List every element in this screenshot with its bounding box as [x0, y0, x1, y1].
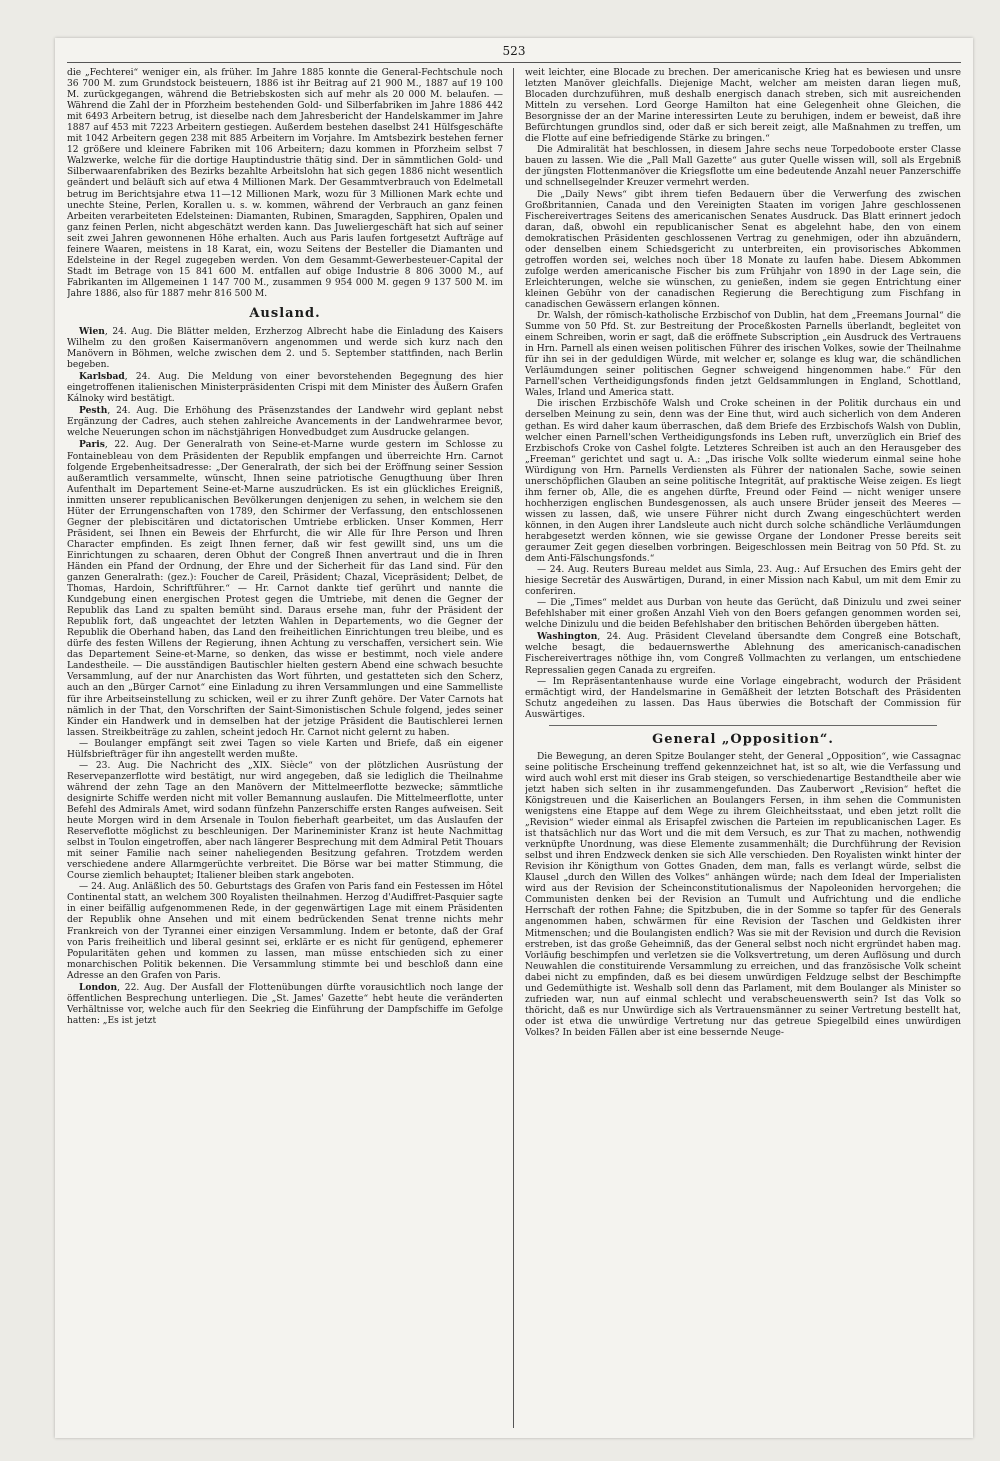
left-dispatches [67, 326, 503, 1027]
paragraph-text: , 24. Aug. Präsident Cleveland übersandte dem Congreß eine Botschaft, welche besagt, die bedauernswerthe Ablehnung des americanisch-canadischen Fischereivertrages nöthige ihn, vom Congreß Vollmachten zu verlangen, um entschiedene Repressalien gegen Canada zu ergreifen. [525, 632, 961, 676]
page-number: 523 [502, 44, 526, 58]
header-rule [67, 62, 961, 63]
section-rule [549, 725, 937, 726]
article-paragraph [525, 598, 961, 631]
article-paragraph [525, 631, 961, 676]
article-paragraph [525, 565, 961, 598]
section-title-opposition: General „Opposition“. [652, 731, 834, 747]
article-paragraph [67, 739, 503, 761]
article-paragraph [525, 68, 961, 145]
article-paragraph: Die Bewegung, an deren Spitze Boulanger steht, der General „Opposition“, wie Cassagnac seine politische Erscheinung treffend gekennzeichnet hat, ist so alt, wie die Verfassung und wird auch wohl erst mit dieser ins Grab steigen, so verschiedenartige Bestandtheile aber wie jetzt haben sich selten in ihr zusammengefunden. Das Zauberwort „Revision“ heftet die Königstreuen und die Kaiserlichen an Boulangers Fersen, in ihm sehen die Communisten wenigstens eine Etappe auf dem Wege zu ihrem Gleichheitsstaat, und eben jetzt rollt die „Revision“ wieder einmal als Erisapfel zwischen die Parteien im republicanischen Lager. Es ist thatsächlich nur das Wort und die mit dem Versuch, es zur That zu machen, nothwendig verknüpfte Unordnung, was diese Elemente zusammenhält; die Durchführung der Revision selbst und ihren Endzweck denken sie sich Alle verschieden. Den Royalisten winkt hinter der Revision ihr Königthum von Gottes Gnaden, dem man, falls es verlangt würde, selbst die Klausel „durch den Willen des Volkes“ anhängen würde; nach dem Ideal der Imperialisten wird aus der Revision der Scheinconstitutionalismus der Napoleoniden hervorgehen; die Communisten denken bei der Revision an Tumult und Aufrichtung und die endliche Herrschaft der rothen Fahne; die Spitzbuben, die in der Somme so tapfer für des Generals angenommen haben, schwärmen für eine Revision der Taschen und Geldkisten ihrer Mitmenschen; und die Boulangisten endlich? Was sie mit der Revision und durch die Revision erstreben, ist das große Geheimniß, das der General selbst noch nicht ergründet haben mag. Vorläufig beschimpfen und verletzen sie die Volksvertretung, um deren Auflösung und durch Neuwahlen die constituirende Versammlung zu erreichen, und das französische Volk scheint dabei nicht zu empfinden, daß es bei diesem unwürdigen Feldzuge selbst der Beschimpfte und Gedemüthigte ist. Weshalb soll denn das Parlament, mit dem Boulanger als Minister so zufrieden war, nun auf einmal schlecht und verabscheuenswerth sein? Ist das Volk so thöricht, daß es nur Unwürdige sich als Vertrauensmänner zu seiner Vertretung bestellt hat, oder ist etwa die unwürdige Vertretung nur das getreue Spiegelbild eines unwürdigen Volkes? In beiden Fällen aber ist eine bessernde Neuge- [525, 751, 961, 1038]
dateline: London [79, 981, 118, 993]
dateline: Washington [537, 631, 598, 643]
paragraph-text: — 24. Aug. Reuters Bureau meldet aus Simla, 23. Aug.: Auf Ersuchen des Emirs geht der hiesige Secretär des Auswärtigen, Durand, in einer Mission nach Kabul, um mit dem Emir zu conferiren. [525, 565, 961, 598]
paragraph-text: — 24. Aug. Anläßlich des 50. Geburtstags des Grafen von Paris fand ein Festessen im Hôtel Continental statt, an welchem 300 Royalisten theilnahmen. Herzog d'Audiffret-Pasquier sagte in einer beifällig aufgenommenen Rede, in der gegenwärtigen Lage mit einem Präsidenten der Republik ohne Ansehen und mit einem bedrückenden Senat trenne nichts mehr Frankreich von der Tyrannei einer einzigen Versammlung. Indem er betonte, daß der Graf von Paris freiheitlich und liberal gesinnt sei, erklärte er es nicht für genügend, ephemerer Popularitäten gehen und kommen zu lassen, man müsse entschieden sich zu einer monarchischen Politik bekennen. Die Versammlung stimmte bei und beschloß dann eine Adresse an den Grafen von Paris. [67, 882, 503, 981]
article-paragraph: die „Fechterei“ weniger ein, als früher. Im Jahre 1885 konnte die General-Fechtschule noch 36 700 M. zum Grundstock beisteuern, 1886 ist ihr Beitrag auf 21 900 M., 1887 auf 19 100 M. zurückgegangen, während die Betriebskosten sich auf mehr als 20 000 M. belaufen. — Während die Zahl der in Pforzheim bestehenden Gold- und Silberfabriken im Jahre 1886 442 mit 6493 Arbeitern betrug, ist dieselbe nach dem Jahresbericht der Handelskammer im Jahre 1887 auf 453 mit 7223 Arbeitern gestiegen. Außerdem bestehen daselbst 241 Hülfsgeschäfte mit 1042 Arbeitern gegen 238 mit 885 Arbeitern im Vorjahre. Im Amtsbezirk bestehen ferner 12 größere und kleinere Fabriken mit 106 Arbeitern; dazu kommen in Pforzheim selbst 7 Walzwerke, welche für die dortige Hauptindustrie thätig sind. Der in sämmtlichen Gold- und Silberwaarenfabriken des Bezirks bezahlte Arbeitslohn hat sich gegen 1886 nicht wesentlich geändert und beläuft sich auf etwa 4 Millionen Mark. Der Gesammtverbrauch von Edelmetall betrug im Berichtsjahre etwa 11—12 Millionen Mark, wozu für 3 Millionen Mark echte und unechte Steine, Perlen, Korallen u. s. w. kommen, während der Verbrauch an ganz feinen Arbeiten verarbeiteten Edelsteinen: Diamanten, Rubinen, Smaragden, Sapphiren, Opalen und ganz feinen Perlen, nicht abgeschätzt werden kann. Das Juweliergeschäft hat sich auf seiner seit zwei Jahren gewonnenen Höhe erhalten. Auch aus Paris laufen fortgesetzt Aufträge auf feinere Waaren, meistens in 18 Karat, ein, wozu Seitens der Besteller die Diamanten und Edelsteine in der Regel zugegeben werden. Von dem Gesammt-Gewerbesteuer-Capital der Stadt im Betrage von 15 841 600 M. entfallen auf obige Industrie 8 806 3000 M., auf Fabrikanten im Allgemeinen 1 147 700 M., zusammen 9 954 000 M. gegen 9 137 500 M. im Jahre 1886, also für 1887 mehr 816 500 M. [67, 68, 503, 299]
article-paragraph [525, 311, 961, 399]
paragraph-text: Die irischen Erzbischöfe Walsh und Croke scheinen in der Politik durchaus ein und derselben Meinung zu sein, denn was der Eine thut, wird auch sicherlich von dem Anderen gethan. Es wird daher kaum überraschen, daß dem Briefe des Erzbischofs Walsh von Dublin, welcher einen Parnell'schen Vertheidigungsfonds ins Leben ruft, unverzüglich ein Brief des Erzbischofs Croke von Cashel folgte. Letzteres Schreiben ist auch an den Herausgeber des „Freeman“ gerichtet und sagt u. A.: „Das irische Volk sollte wiederum einmal seine hohe Würdigung von Hrn. Parnells Verdiensten als Führer der nationalen Sache, sowie seinen unerschöpflichen Glauben an seine politische Integrität, auf praktische Weise zeigen. Es liegt ihm ferner ob, Alle, die es angehen dürfte, Freund oder Feind — nicht weniger unsere hochherzigen englischen Bundesgenossen, als auch unsere Brüder jenseit des Meeres — wissen zu lassen, daß, wie unsere Führer nicht durch Zwang eingeschüchtert werden können, in den Augen ihrer Landsleute auch nicht durch solche schändliche Verläumdungen herabgesetzt werden können, wie sie gewisse Organe der Londoner Presse bereits seit geraumer Zeit gegen dieselben vorbringen. Beigeschlossen mein Beitrag von 50 Pfd. St. zu dem Anti-Fälschungsfonds.“ [525, 399, 961, 565]
article-paragraph [67, 405, 503, 439]
paragraph-text: — Die „Times“ meldet aus Durban von heute das Gerücht, daß Dinizulu und zwei seiner Befehlshaber mit einer großen Anzahl Vieh von den Boers gefangen genommen worden sei, welche Dinizulu und die beiden Befehlshaber den britischen Behörden übergeben hätten. [525, 598, 961, 631]
paragraph-text: — 23. Aug. Die Nachricht des „XIX. Siècle“ von der plötzlichen Ausrüstung der Reservepanzerflotte wird bestätigt, nur wird angegeben, daß sie lediglich die Theilnahme während der zehn Tage an den Manövern der Mittelmeerflotte bezwecke; sämmtliche designirte Schiffe werden nicht mit voller Bemannung auslaufen. Die Mittelmeerflotte, unter Befehl des Admirals Amet, wird sodann fünfzehn Panzerschiffe ersten Ranges aufweisen. Seit heute Morgen wird in dem Arsenale in Toulon fieberhaft gearbeitet, um das Auslaufen der Reserveflotte möglichst zu beschleunigen. Der Marineminister Kranz ist heute Nachmittag selbst in Toulon eingetroffen, aber nach längerer Besprechung mit dem Admiral Petit Thouars mit seiner Familie nach seiner naheliegenden Besitzung gefahren. Trotzdem werden verschiedene andere Allarmgerüchte verbreitet. Die Börse war bei matter Stimmung, die Course ziemlich behauptet; Italiener bleiben stark angeboten. [67, 760, 503, 882]
article-paragraph [525, 677, 961, 721]
article-paragraph [525, 399, 961, 565]
article-paragraph [67, 982, 503, 1027]
article-paragraph [525, 145, 961, 189]
paragraph-text: Die „Daily News“ gibt ihrem tiefen Bedauern über die Verwerfung des zwischen Großbritannien, Canada und den Vereinigten Staaten im vorigen Jahre geschlossenen Fischereivertrages Seitens des americanischen Senates Ausdruck. Das Blatt erinnert jedoch daran, daß, obwohl ein republicanischer Senat es abgelehnt habe, den von einem demokratischen Präsidenten geschlossenen Vertrag zu genehmigen, oder ihn abzuändern, oder denselben einem Schiedsgericht zu unterbreiten, ein provisorisches Abkommen getroffen worden sei, welches noch über 18 Monate zu laufen habe. Diesem Abkommen zufolge werden americanische Fischer bis zum Frühjahr von 1890 in der Lage sein, die Erleichterungen, welche sie wünschen, zu genießen, indem sie gegen Entrichtung einer kleinen Gebühr von der canadischen Regierung die Berechtigung zum Fischfang in canadischen Gewässern erlangen können. [525, 189, 961, 310]
paragraph-text: — Boulanger empfängt seit zwei Tagen so viele Karten und Briefe, daß ein eigener Hülfsbriefträger für ihn angestellt werden mußte. [67, 738, 503, 760]
left-column [67, 68, 503, 1428]
paragraph-text: , 24. Aug. Die Meldung von einer bevorstehenden Begegnung des hier eingetroffenen italienischen Ministerpräsidenten Crispi mit dem Minister des Äußern Grafen Kálnoky wird bestätigt. [67, 372, 503, 405]
paragraph-text: , 24. Aug. Die Erhöhung des Präsenzstandes der Landwehr wird geplant nebst Ergänzung der Cadres, auch stehen zahlreiche Avancements in der Landwehrarmee bevor, welche Neuerungen schon im nächstjährigen Honvedbudget zum Ausdrucke gelangen. [67, 406, 503, 439]
paragraph-text: — Im Repräsentantenhause wurde eine Vorlage eingebracht, wodurch der Präsident ermächtigt wird, der Handelsmarine in Gemäßheit der letzten Botschaft des Präsidenten Schutz angedeihen zu lassen. Das Haus überwies die Botschaft der Commission für Auswärtiges. [525, 676, 961, 720]
paragraph-text: Die Admiralität hat beschlossen, in diesem Jahre sechs neue Torpedoboote erster Classe bauen zu lassen. Wie die „Pall Mall Gazette“ aus guter Quelle wissen will, soll als Ergebniß der jüngsten Flottenmanöver die Kriegsflotte um eine bedeutende Anzahl neuer Panzerschiffe und schnellsegelnder Kreuzer vermehrt werden. [525, 145, 961, 189]
paragraph-text: , 22. Aug. Der Ausfall der Flottenübungen dürfte vorausichtlich noch lange der öffentlichen Besprechung unterliegen. Die „St. James' Gazette“ hebt heute die veränderten Verhältnisse vor, welche auch für den Seekrieg die Einführung der Dampfschiffe im Gefolge hatten: „Es ist jetzt [67, 982, 503, 1026]
article-paragraph [67, 371, 503, 405]
dateline: Pesth [79, 405, 108, 417]
article-paragraph [525, 190, 961, 312]
right-paragraphs [525, 68, 961, 721]
right-section-paragraphs [525, 752, 961, 1039]
section-title-ausland: Ausland. [249, 305, 321, 321]
right-column [525, 68, 961, 1428]
dateline: Wien [79, 325, 105, 337]
column-divider [513, 68, 514, 1428]
paragraph-text: , 22. Aug. Der Generalrath von Seine-et-Marne wurde gestern im Schlosse zu Fontainebleau von dem Präsidenten der Republik empfangen und überreichte Hrn. Carnot folgende Ergebenheitsadresse: „Der Generalrath, der sich bei der Eröffnung seiner Session außeramtlich versammelte, wünscht, Ihnen seine patriotische Genugthuung über Ihren Aufenthalt im Departement Seine-et-Marne auszudrücken. Es ist ein glückliches Ereigniß, inmitten unserer republicanischen Bevölkerungen denjenigen zu sehen, in welchem sie den Hüter der Errungenschaften von 1789, den Schirmer der Verfassung, den entschlossenen Gegner der plebiscitären und dictatorischen Umtriebe erblicken. Unser Kommen, Herr Präsident, sei Ihnen ein Beweis der Ehrfurcht, die wir Alle für Ihre Person und Ihren Character empfinden. Es zeigt Ihnen ferner, daß wir fest gewillt sind, uns um die Einrichtungen zu schaaren, deren Obhut der Congreß Ihnen anvertraut und die in Ihren Händen ein Pfand der Ordnung, der Ehre und der Sicherheit für das Land sind. Für den ganzen Generalrath: (gez.): Foucher de Careil, Präsident; Chazal, Vicepräsident; Delbet, de Thomas, Hardoin, Schriftführer.“ — Hr. Carnot dankte tief gerührt und nannte die Kundgebung einen energischen Protest gegen die Umtriebe, mit denen die Gegner der Republik das Land zu spalten bemüht sind. Daraus ersehe man, fuhr der Präsident der Republik fort, daß ungeachtet der letzten Wahlen in Departements, wo die Gegner der Republik die Oberhand haben, das Land den freiheitlichen Einrichtungen treu bleibe, und es dürfe des festen Willens der Regierung, ihnen Achtung zu verschaffen, versichert sein. Wie das Departement Seine-et-Marne, so denken, das wisse er bestimmt, noch viele andere Landestheile. — Die ausständigen Bautischler hielten gestern Abend eine schwach besuchte Versammlung, auf der nur Anarchisten das Wort führten, und gestatteten sich den Scherz, auch an den „Bürger Carnot“ eine Einladung zu ihren Versammlungen und eine Sammelliste für ihre Arbeitseinstellung zu schicken, weil er zu ihrer Zunft gehöre. Der Vater Carnots hat nämlich in der That, den Vorschriften der Saint-Simonistischen Schule folgend, jedes seiner Kinder ein Handwerk und in demselben hat der jetzige Präsident die Bautischlerei lernen lassen. Streikbeiträge zu zahlen, scheint jedoch Hr. Carnot nicht gelernt zu haben. [67, 440, 503, 738]
paragraph-text: weit leichter, eine Blocade zu brechen. Der americanische Krieg hat es bewiesen und unsre letzten Manöver gleichfalls. Diejenige Macht, welcher am meisten daran liegen muß, Blocaden durchzuführen, muß deshalb energisch danach streben, sich mit ausreichenden Mitteln zu versehen. Lord George Hamilton hat eine Gelegenheit ohne Gleichen, die Besorgnisse der an der Marine interessirten Leute zu beruhigen, indem er beweist, daß ihre Befürchtungen grundlos sind, oder daß er sich bereit zeigt, alle Maßnahmen zu treffen, um die Flotte auf eine befriedigende Stärke zu bringen.“ [525, 68, 961, 145]
article-paragraph [67, 761, 503, 883]
newspaper-page [55, 38, 973, 1438]
article-paragraph [67, 326, 503, 371]
article-paragraph [67, 439, 503, 738]
dateline: Paris [79, 439, 105, 451]
paragraph-text: Dr. Walsh, der römisch-katholische Erzbischof von Dublin, hat dem „Freemans Journal“ die Summe von 50 Pfd. St. zur Bestreitung der Proceßkosten Parnells überlandt, begleitet von einem Schreiben, worin er sagt, daß die eröffnete Subscription „ein Ausdruck des Vertrauens in Hrn. Parnell als einen weisen politischen Führer des irischen Volkes, sowie der Theilnahme für ihn sei in der geduldigen Würde, mit welcher er, solange es klug war, die schändlichen Verläumdungen seiner politischen Gegner schweigend hingenommen habe.“ Für den Parnell'schen Vertheidigungsfonds finden jetzt Geldsammlungen in England, Schottland, Wales, Irland und America statt. [525, 311, 961, 399]
left-intro [67, 68, 503, 300]
dateline: Karlsbad [79, 371, 125, 383]
paragraph-text: , 24. Aug. Die Blätter melden, Erzherzog Albrecht habe die Einladung des Kaisers Wilhelm zu den großen Kaisermanövern angenommen und werde sich kurz nach den Manövern in Böhmen, welche zwischen dem 2. und 5. September stattfinden, nach Berlin begeben. [67, 326, 503, 371]
article-paragraph [67, 882, 503, 981]
